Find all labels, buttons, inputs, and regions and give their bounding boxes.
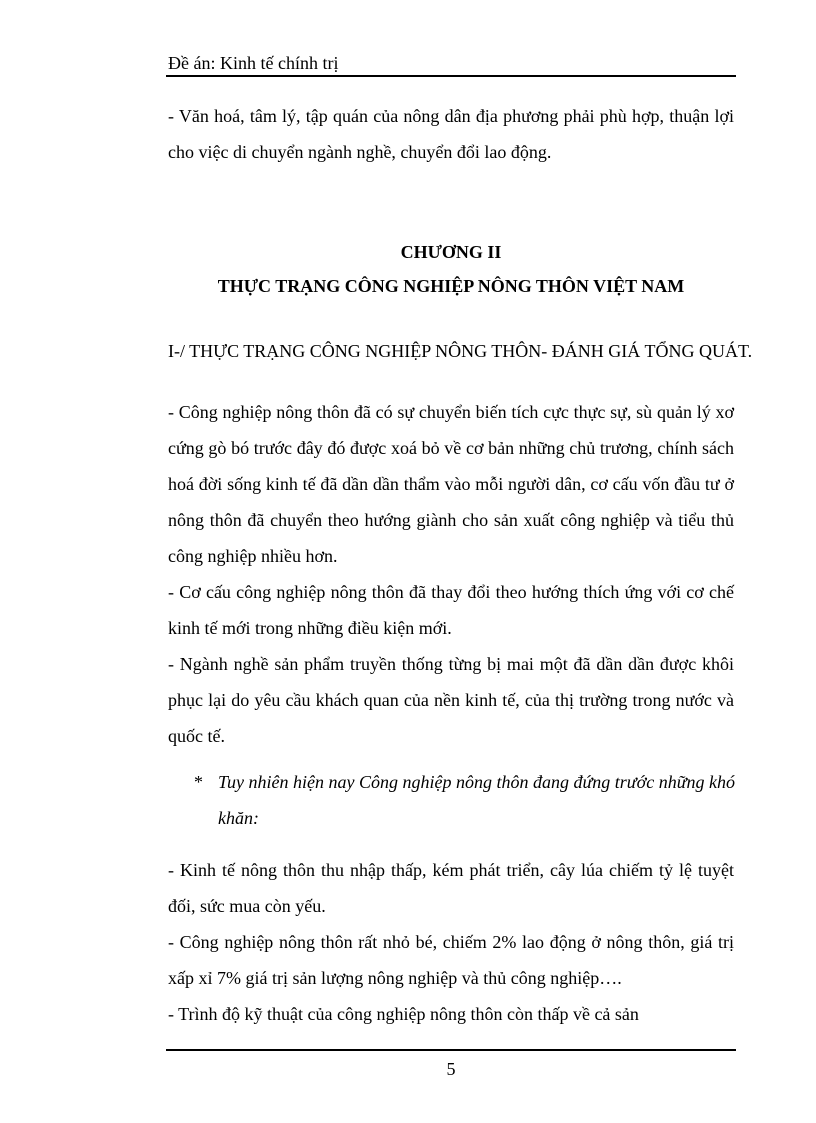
footer-rule: [166, 1049, 736, 1051]
paragraph: - Cơ cấu công nghiệp nông thôn đã thay đổi theo hướng thích ứng với cơ chế kinh tế mới trong những điều kiện mới.: [168, 582, 734, 638]
body-block-2: [168, 852, 734, 1032]
paragraph: - Kinh tế nông thôn thu nhập thấp, kém phát triển, cây lúa chiếm tỷ lệ tuyệt đối, sức mua còn yếu.: [168, 860, 734, 916]
note-text: Tuy nhiên hiện nay Công nghiệp nông thôn đang đứng trước những khó khăn:: [218, 772, 736, 828]
note-block: [194, 764, 744, 836]
chapter-number: CHƯƠNG II: [400, 242, 502, 262]
section-heading: I-/ THỰC TRẠNG CÔNG NGHIỆP NÔNG THÔN- ĐÁNH GIÁ TỔNG QUÁT.: [168, 341, 753, 361]
paragraph: - Công nghiệp nông thôn rất nhỏ bé, chiếm 2% lao động ở nông thôn, giá trị xấp xỉ 7% giá trị sản lượng nông nghiệp và thủ công nghiệp….: [168, 932, 734, 988]
header-rule: [166, 75, 736, 77]
note-bullet: *: [194, 772, 203, 792]
body-block-1: [168, 394, 734, 754]
paragraph: - Công nghiệp nông thôn đã có sự chuyển biến tích cực thực sự, sù quản lý xơ cứng gò bó trước đây đó được xoá bỏ về cơ bản những chủ trương, chính sách hoá đời sống kinh tế đã dần dần thẩm vào mỗi người dân, cơ cấu vốn đầu tư ở nông thôn đã chuyển theo hướng giành cho sản xuất công nghiệp và tiểu thủ công nghiệp nhiều hơn.: [168, 402, 734, 566]
page-header-title: Đề án: Kinh tế chính trị: [168, 53, 339, 73]
intro-paragraph: - Văn hoá, tâm lý, tập quán của nông dân địa phương phải phù hợp, thuận lợi cho việc di chuyển ngành nghề, chuyển đổi lao động.: [168, 106, 734, 162]
page-number: 5: [446, 1059, 456, 1079]
intro-block: [168, 98, 734, 170]
paragraph: - Trình độ kỹ thuật của công nghiệp nông thôn còn thấp về cả sản: [168, 1004, 639, 1024]
chapter-title: THỰC TRẠNG CÔNG NGHIỆP NÔNG THÔN VIỆT NAM: [217, 276, 685, 296]
paragraph: - Ngành nghề sản phẩm truyền thống từng bị mai một đã dần dần được khôi phục lại do yêu cầu khách quan của nền kinh tế, của thị trường trong nước và quốc tế.: [168, 654, 734, 746]
